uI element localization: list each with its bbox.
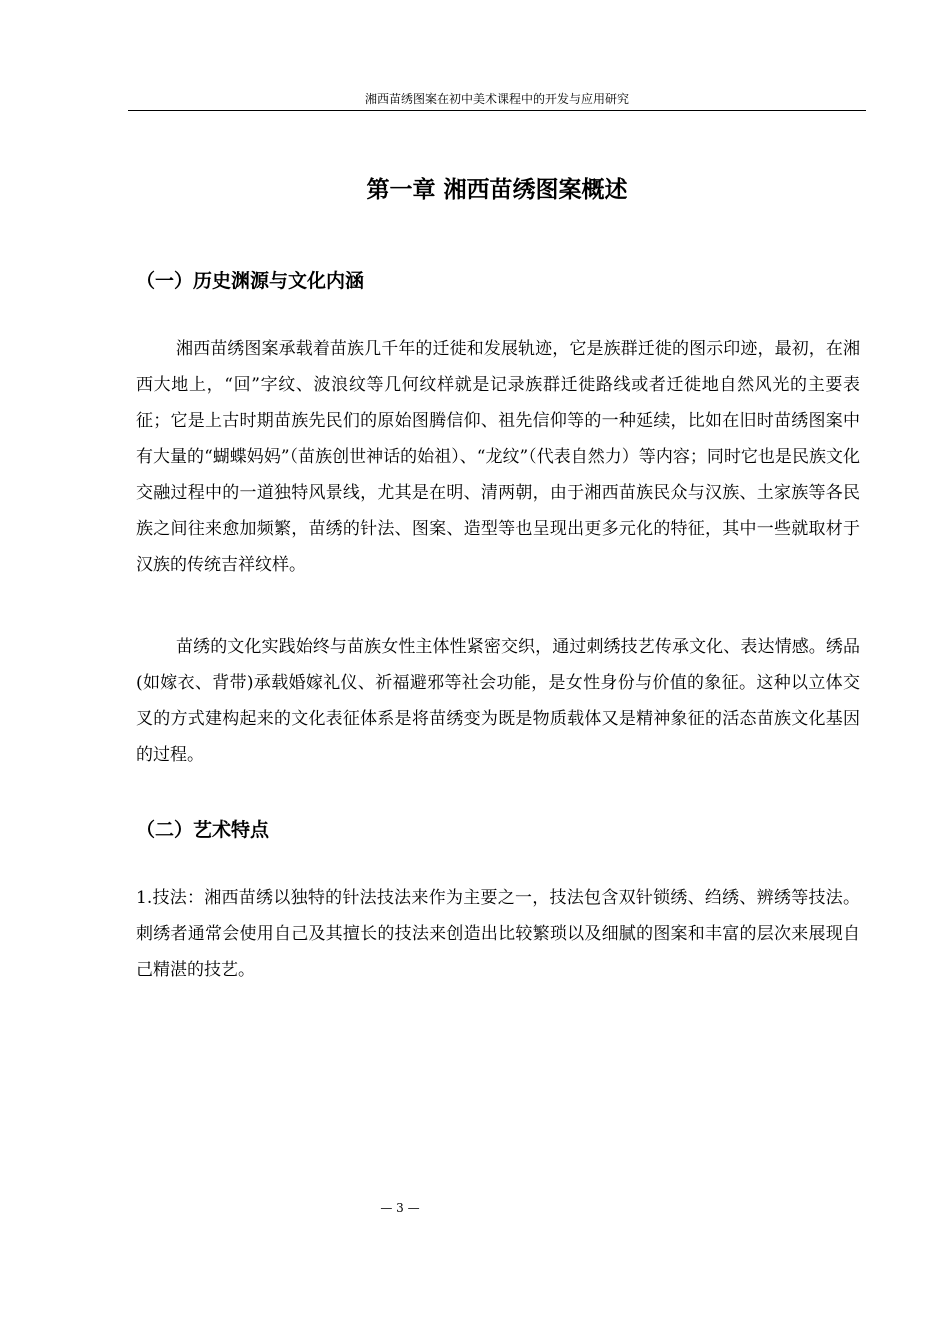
chapter-title: 第一章 湘西苗绣图案概述 xyxy=(366,177,628,203)
paragraph-techniques: 1.技法：湘西苗绣以独特的针法技法来作为主要之一，技法包含双针锁绣、绉绣、辨绣等技法。刺绣者通常会使用自己及其擅长的技法来创造出比较繁琐以及细腻的图案和丰富的层次来展现自己精湛的技艺。 xyxy=(136,888,860,980)
section-heading-history: （一）历史渊源与文化内涵 xyxy=(136,270,365,292)
paragraph-history-origins: 湘西苗绣图案承载着苗族几千年的迁徙和发展轨迹，它是族群迁徙的图示印迹，最初，在湘西大地上，“回”字纹、波浪纹等几何纹样就是记录族群迁徙路线或者迁徙地自然风光的主要表征；它是上古时期苗族先民们的原始图腾信仰、祖先信仰等的一种延续，比如在旧时苗绣图案中有大量的“蝴蝶妈妈”（苗族创世神话的始祖）、“龙纹”（代表自然力）等内容；同时它也是民族文化交融过程中的一道独特风景线，尤其是在明、清两朝，由于湘西苗族民众与汉族、土家族等各民族之间往来愈加频繁，苗绣的针法、图案、造型等也呈现出更多元化的特征，其中一些就取材于汉族的传统吉祥纹样。 xyxy=(136,339,860,575)
paragraph-women-culture: 苗绣的文化实践始终与苗族女性主体性紧密交织，通过刺绣技艺传承文化、表达情感。绣品(如嫁衣、背带)承载婚嫁礼仪、祈福避邪等社会功能，是女性身份与价值的象征。这种以立体交叉的方式建构起来的文化表征体系是将苗绣变为既是物质载体又是精神象征的活态苗族文化基因的过程。 xyxy=(136,637,860,765)
running-header: 湘西苗绣图案在初中美术课程中的开发与应用研究 xyxy=(128,91,866,111)
page-number: — 3 — xyxy=(380,1201,420,1215)
section-heading-art-features: （二）艺术特点 xyxy=(136,819,270,841)
